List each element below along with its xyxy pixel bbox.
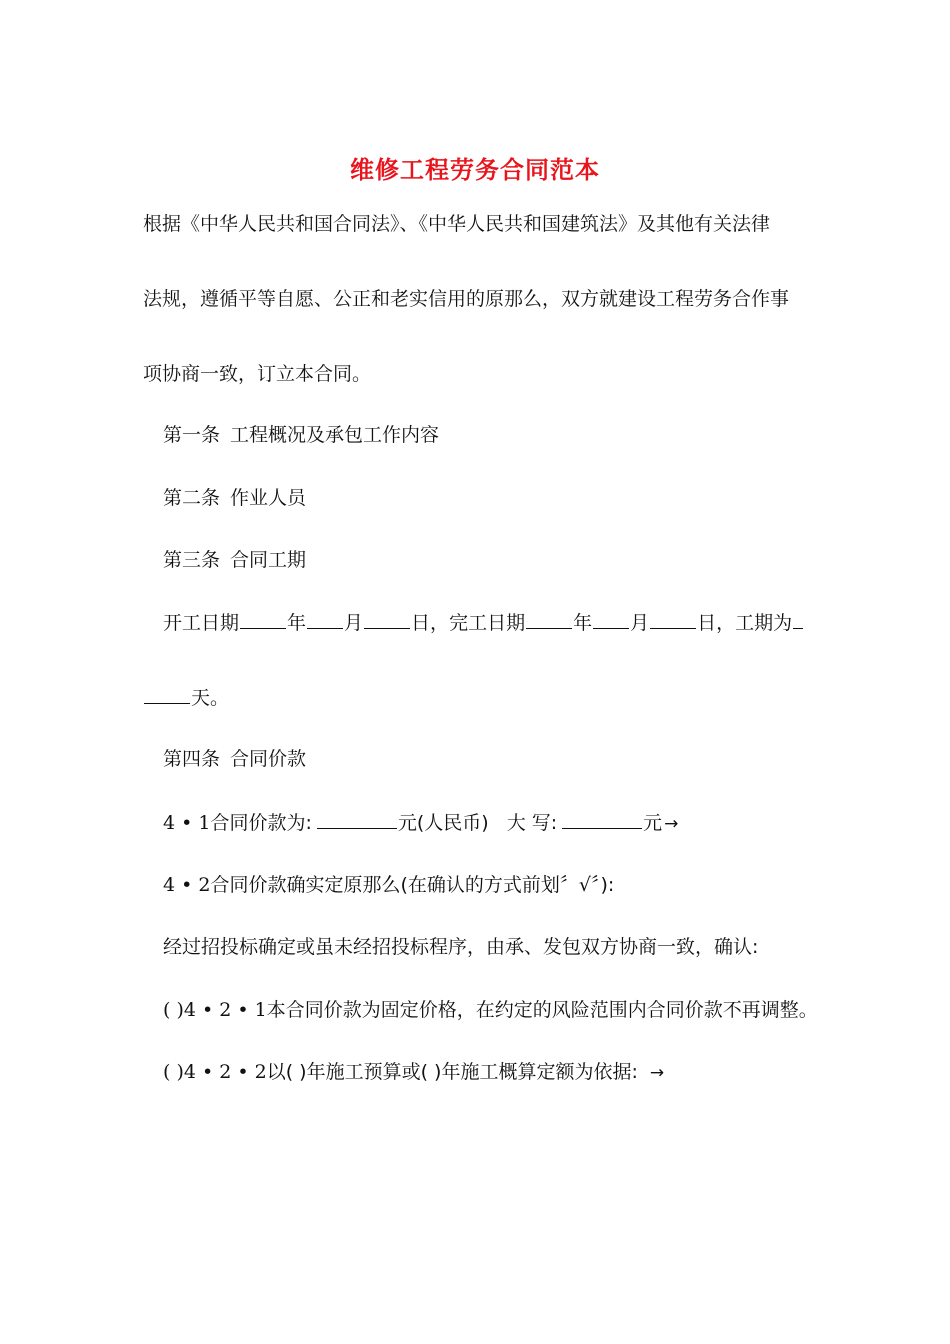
article-title: 工程概况及承包工作内容: [230, 424, 440, 446]
article-4: [163, 746, 306, 772]
article-number: 第一条: [163, 424, 221, 446]
period-blank: [144, 684, 190, 704]
article-2: [163, 485, 306, 511]
clause-text: 本合同价款为固定价格，在约定的风险范围内合同价款不再调整。: [266, 999, 818, 1021]
intro-line-2: 法规，遵循平等自愿、公正和老实信用的原那么，双方就建设工程劳务合作事: [143, 288, 790, 310]
article-number: 第二条: [163, 487, 221, 509]
end-month-blank: [593, 609, 629, 629]
schedule-line-cont: [143, 684, 229, 711]
clause-4-1: [163, 809, 678, 837]
year-label: 年: [573, 612, 593, 634]
end-year-blank: [526, 609, 572, 629]
days-label: 天。: [191, 687, 230, 709]
start-date-label: 开工日期: [163, 612, 240, 634]
intro-line-3: 项协商一致，订立本合同。: [143, 363, 372, 385]
article-title: 合同工期: [230, 549, 307, 571]
article-title: 作业人员: [230, 487, 307, 509]
yuan-label: 元: [643, 812, 663, 834]
clause-text: 合同价款确实定原那么(在确认的方式前划〞√〞):: [210, 874, 615, 896]
arrow-icon: →: [649, 1063, 665, 1083]
checkbox-paren: ( ): [163, 1061, 184, 1083]
clause-number: 4 • 2 • 1: [183, 999, 267, 1021]
month-label: 月: [344, 612, 364, 634]
end-day-blank: [650, 609, 696, 629]
start-year-blank: [240, 609, 286, 629]
year-label: 年: [287, 612, 307, 634]
document-title: 维修工程劳务合同范本: [350, 155, 600, 184]
article-number: 第三条: [163, 549, 221, 571]
clause-number: 4 • 2 • 2: [183, 1061, 267, 1083]
article-number: 第四条: [163, 748, 221, 770]
period-label: 工期为: [735, 612, 793, 634]
period-blank-start: [793, 609, 803, 629]
checkbox-paren: ( ): [163, 999, 184, 1021]
intro-line-1: 根据《中华人民共和国合同法》、《中华人民共和国建筑法》及其他有关法律: [143, 213, 771, 235]
clause-label: 合同价款为:: [210, 812, 312, 834]
capital-price-blank: [562, 809, 642, 829]
clause-number: 4 • 2: [163, 874, 211, 896]
schedule-line: [163, 609, 804, 636]
capital-label: 大 写:: [506, 812, 558, 834]
day-label: 日，: [697, 612, 736, 634]
confirm-line: 经过招投标确定或虽未经招投标程序，由承、发包双方协商一致，确认:: [163, 936, 759, 958]
currency-label: 元(人民币): [397, 812, 489, 834]
end-date-label: 完工日期: [449, 612, 526, 634]
start-day-blank: [364, 609, 410, 629]
arrow-icon: →: [664, 814, 679, 834]
clause-4-2-2: [163, 1059, 664, 1086]
article-title: 合同价款: [230, 748, 307, 770]
day-label: 日，: [411, 612, 450, 634]
article-3: [163, 547, 306, 573]
article-1: [163, 422, 439, 448]
start-month-blank: [307, 609, 343, 629]
price-blank: [317, 809, 397, 829]
clause-text: 以( )年施工预算或( )年施工概算定额为依据:: [266, 1061, 638, 1083]
month-label: 月: [630, 612, 650, 634]
clause-4-2-1: [163, 997, 818, 1023]
clause-number: 4 • 1: [163, 812, 211, 834]
clause-4-2: [163, 872, 614, 898]
